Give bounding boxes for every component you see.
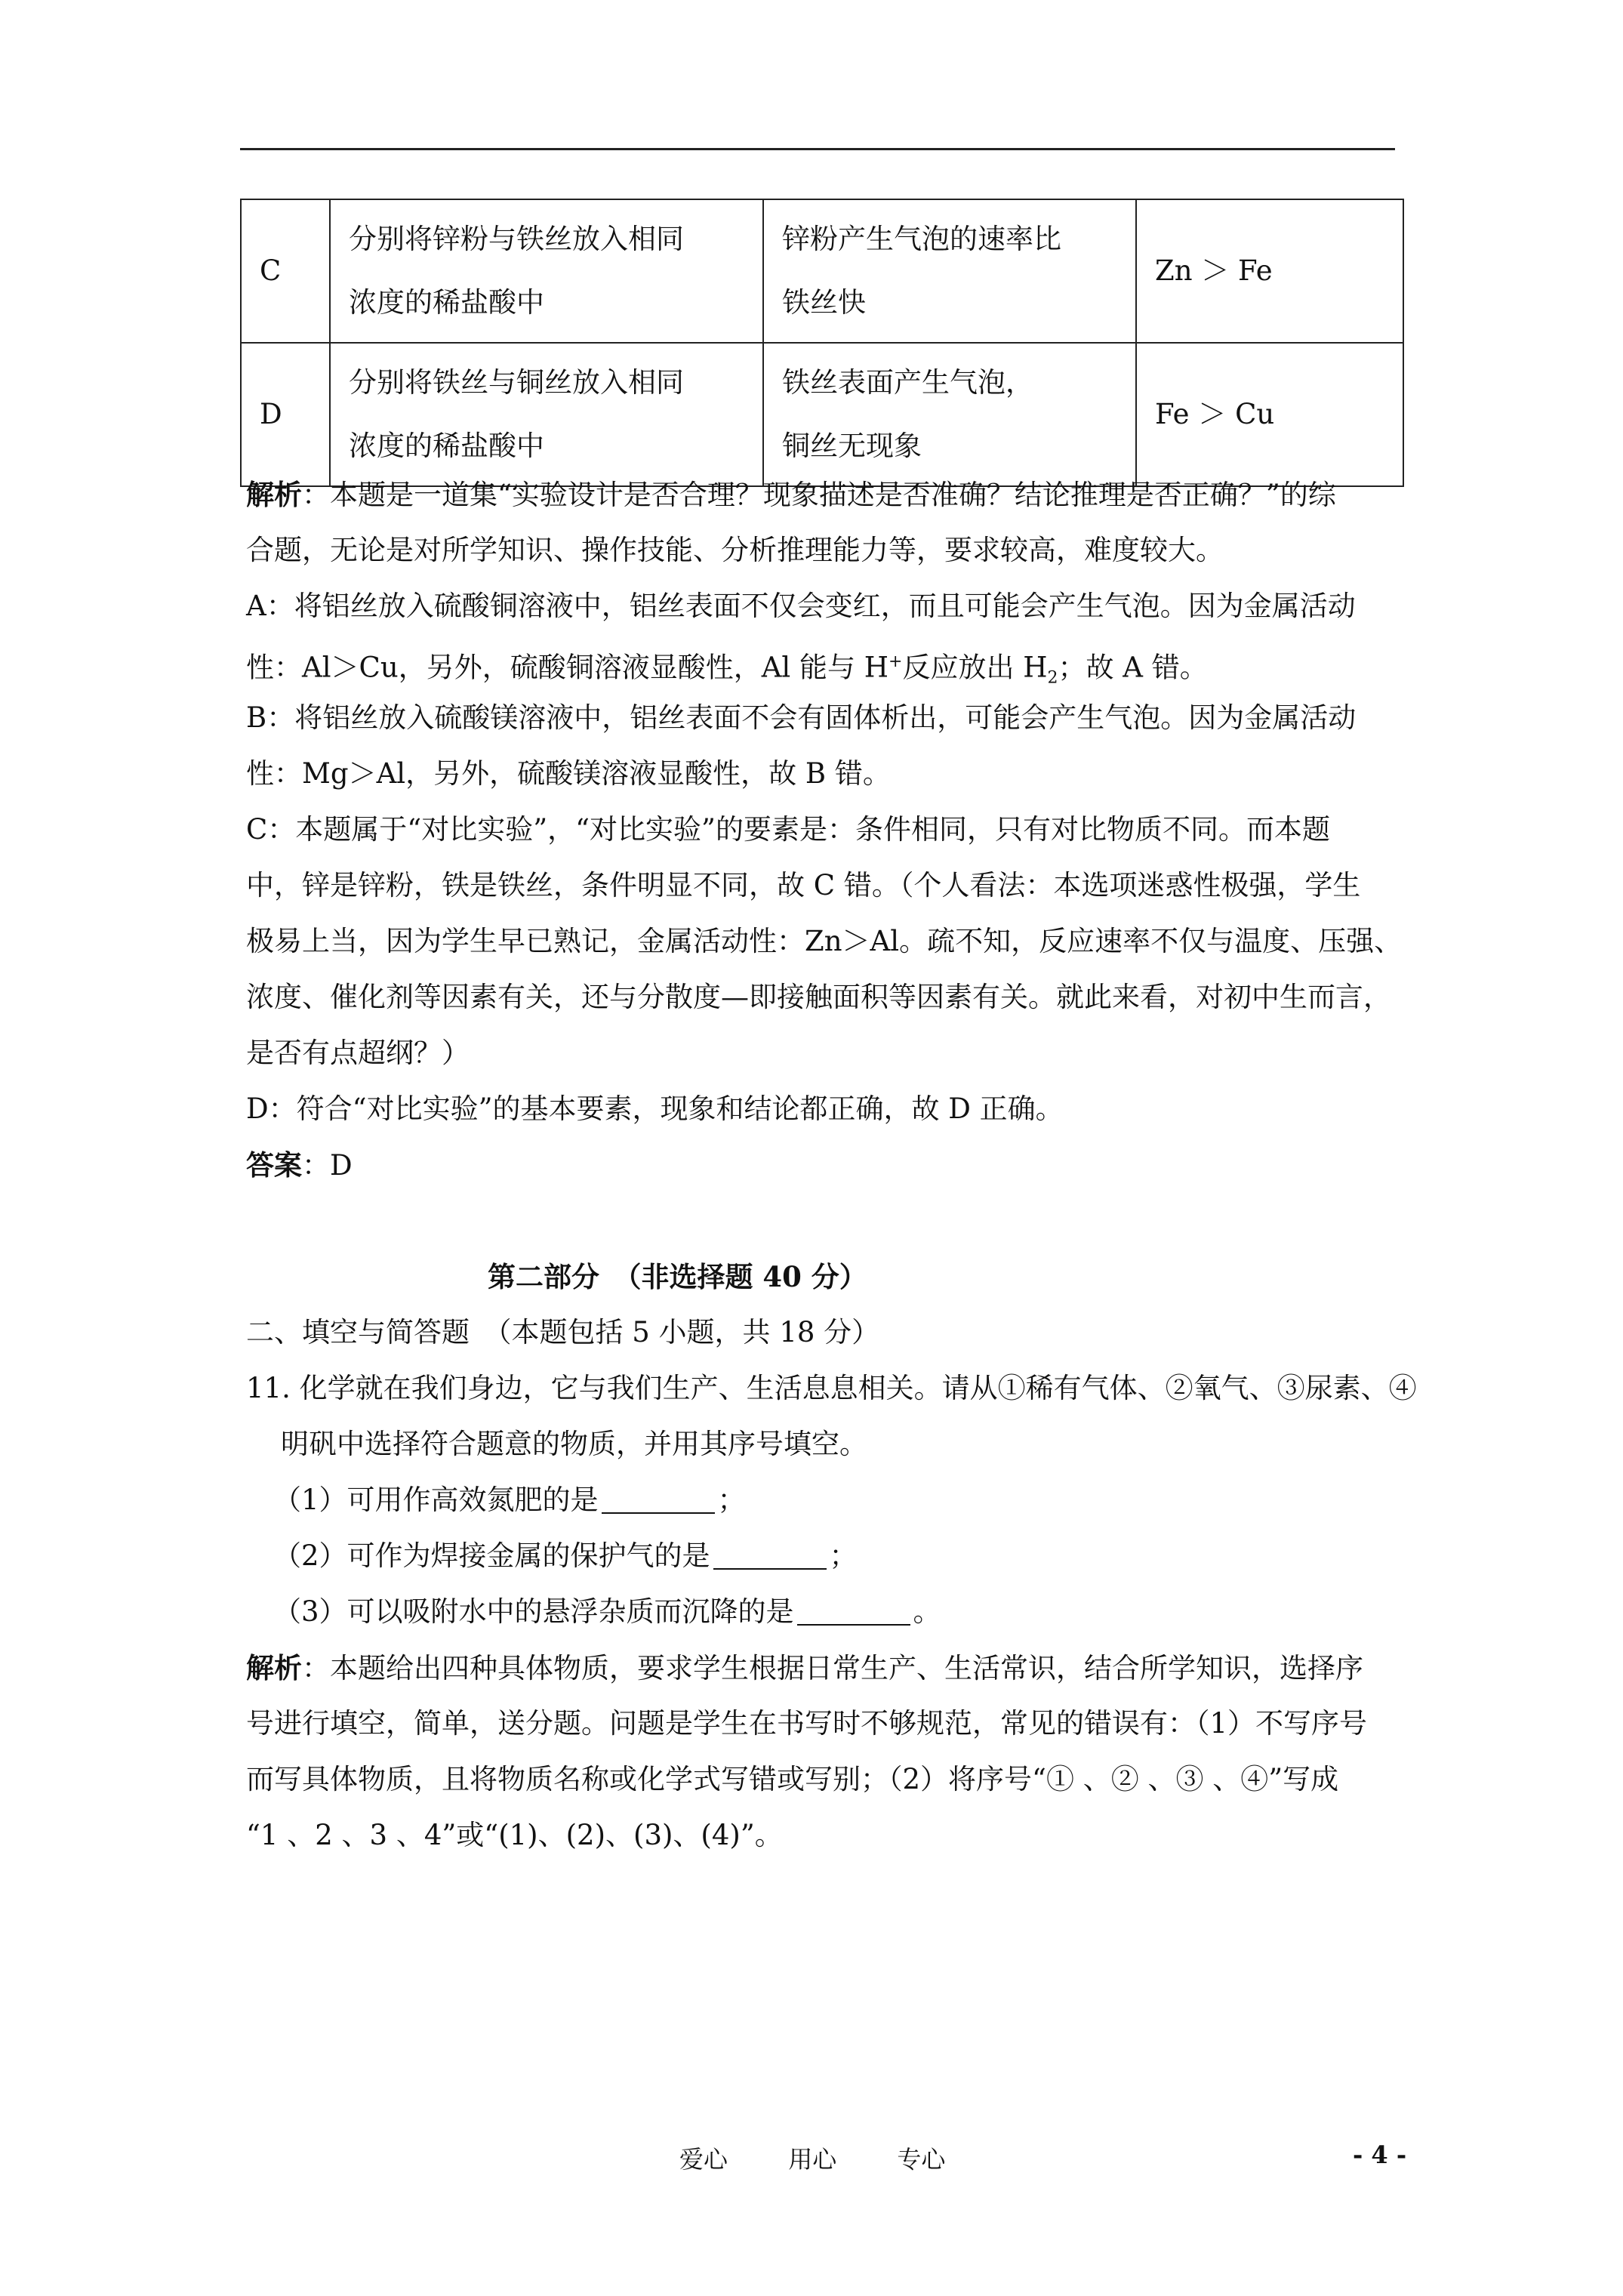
header-rule — [240, 148, 1395, 150]
answer-blank[interactable] — [713, 1538, 827, 1570]
analysis-line-a: A：将铝丝放入硫酸铜溶液中，铝丝表面不仅会变红，而且可能会产生气泡。因为金属活动 — [246, 590, 1356, 622]
experiment-line: 浓度的稀盐酸中 — [349, 286, 544, 319]
footer-word: 专心 — [897, 2145, 946, 2174]
analysis-line-a: 性：Al＞Cu，另外，硫酸铜溶液显酸性，Al 能与 H+反应放出 $H_2$；故 A 错。 — [246, 651, 1208, 688]
analysis-line: “1 、2 、3 、4”或“(1)、(2)、(3)、(4)”。 — [246, 1819, 783, 1851]
analysis-line-d: D：符合“对比实验”的基本要素，现象和结论都正确，故 D 正确。 — [246, 1093, 1064, 1125]
phenomenon-line: 铁丝表面产生气泡， — [782, 366, 1033, 399]
part-title: 第二部分 （非选择题 40 分） — [488, 1260, 867, 1293]
analysis-label: 解析 — [246, 478, 302, 511]
options-table — [240, 199, 1404, 487]
spacer — [246, 1193, 1424, 1249]
analysis-line: 而写具体物质，且将物质名称或化学式写错或写别；（2）将序号“① 、② 、③ 、④”写成 — [246, 1763, 1339, 1795]
answer-blank[interactable] — [797, 1594, 910, 1626]
sub-question-3: （3）可以吸附水中的悬浮杂质而沉降的是 。 — [273, 1595, 941, 1628]
table-row — [241, 199, 1403, 343]
document-body — [246, 467, 1424, 1863]
answer-label: 答案 — [246, 1148, 302, 1182]
footer-word: 用心 — [788, 2145, 837, 2174]
analysis-line-b: 性：Mg＞Al，另外，硫酸镁溶液显酸性，故 B 错。 — [246, 757, 891, 790]
analysis-line-c: 极易上当，因为学生早已熟记，金属活动性：Zn＞Al。疏不知，反应速率不仅与温度、压强、 — [246, 925, 1403, 957]
analysis-line: 解析：本题是一道集“实验设计是否合理？现象描述是否准确？结论推理是否正确？”的综 — [246, 478, 1336, 511]
analysis-line-c: 是否有点超纲？） — [246, 1037, 470, 1069]
answer-line — [246, 1137, 1424, 1193]
answer-value: ：D — [302, 1149, 353, 1182]
analysis-line: 解析：本题给出四种具体物质，要求学生根据日常生产、生活常识，结合所学知识，选择序 — [246, 1651, 1363, 1684]
analysis-line-c: 浓度、催化剂等因素有关，还与分散度—即接触面积等因素有关。就此来看，对初中生而言， — [246, 981, 1391, 1013]
phenomenon-line: 铜丝无现象 — [782, 430, 922, 462]
analysis-line-b: B：将铝丝放入硫酸镁溶液中，铝丝表面不会有固体析出，可能会产生气泡。因为金属活动 — [246, 701, 1357, 734]
experiment-line: 浓度的稀盐酸中 — [349, 430, 544, 462]
section-heading: 二、填空与简答题 （本题包括 5 小题，共 18 分） — [246, 1316, 880, 1348]
option-label: D — [241, 343, 330, 486]
conclusion-cell: Fe ＞ Cu — [1136, 343, 1403, 486]
phenomenon-cell — [763, 343, 1136, 486]
table-row — [241, 343, 1403, 486]
experiment-line: 分别将铁丝与铜丝放入相同 — [349, 366, 684, 399]
question-line: 明矾中选择符合题意的物质，并用其序号填空。 — [281, 1428, 867, 1460]
footer-word: 爱心 — [679, 2145, 728, 2174]
page-footer — [0, 2140, 1623, 2186]
footer-motto — [679, 2140, 998, 2175]
experiment-cell — [330, 343, 763, 486]
analysis-line: 号进行填空，简单，送分题。问题是学生在书写时不够规范，常见的错误有：（1）不写序号 — [246, 1707, 1368, 1740]
analysis-line: 合题，无论是对所学知识、操作技能、分析推理能力等，要求较高，难度较大。 — [246, 534, 1224, 566]
sub-question-2: （2）可作为焊接金属的保护气的是 ； — [273, 1539, 858, 1572]
phenomenon-line: 铁丝快 — [782, 286, 866, 319]
phenomenon-line: 锌粉产生气泡的速率比 — [782, 223, 1061, 255]
option-label: C — [241, 199, 330, 343]
conclusion-cell: Zn ＞ Fe — [1136, 199, 1403, 343]
phenomenon-cell — [763, 199, 1136, 343]
analysis-line-c: C：本题属于“对比实验”，“对比实验”的要素是：条件相同，只有对比物质不同。而本题 — [246, 813, 1330, 846]
page-number: - 4 - — [1353, 2140, 1407, 2169]
experiment-cell — [330, 199, 763, 343]
analysis-line-c: 中，锌是锌粉，铁是铁丝，条件明显不同，故 C 错。（个人看法：本选项迷惑性极强，学生 — [246, 869, 1361, 901]
experiment-line: 分别将锌粉与铁丝放入相同 — [349, 223, 684, 255]
analysis-label: 解析 — [246, 1651, 302, 1684]
sub-question-1: （1）可用作高效氮肥的是 ； — [273, 1484, 746, 1516]
question-line: 11. 化学就在我们身边，它与我们生产、生活息息相关。请从①稀有气体、②氧气、③尿素、④ — [246, 1372, 1417, 1404]
answer-blank[interactable] — [602, 1482, 715, 1514]
